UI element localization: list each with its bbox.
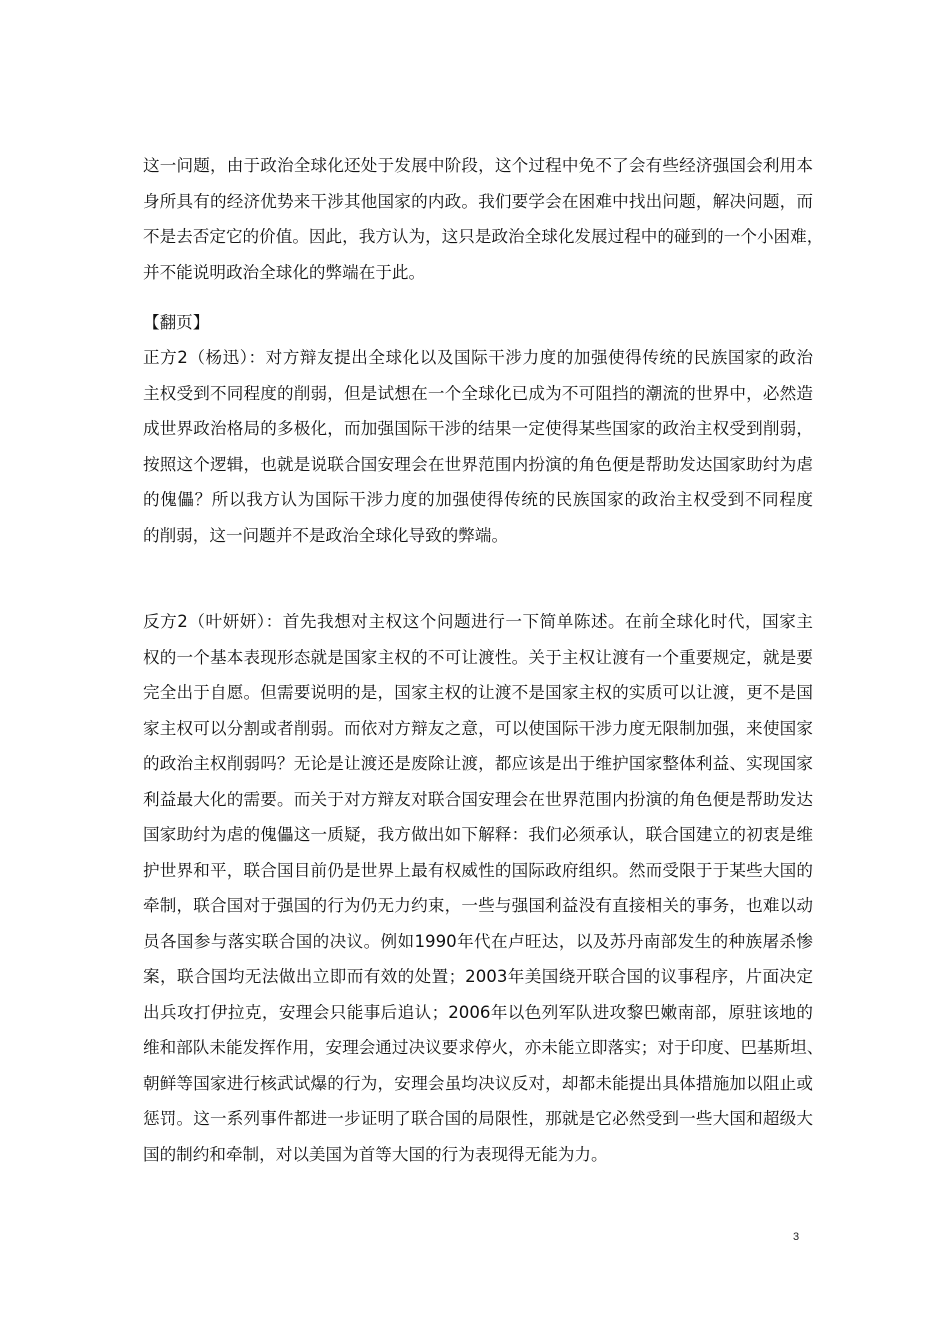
page-turn-label: 【翻页】 — [143, 313, 210, 332]
text-line: 这一问题，由于政治全球化还处于发展中阶段，这个过程中免不了会有些经济强国会利用本 — [143, 156, 813, 175]
paragraph-affirmative-2 — [143, 340, 813, 553]
text-line: 完全出于自愿。但需要说明的是，国家主权的让渡不是国家主权的实质可以让渡，更不是国 — [143, 683, 813, 702]
text-line: 并不能说明政治全球化的弊端在于此。 — [143, 262, 426, 282]
text-line: 正方2（杨迅）：对方辩友提出全球化以及国际干涉力度的加强使得传统的民族国家的政治 — [143, 348, 813, 367]
page-number: 3 — [793, 1231, 800, 1243]
text-line: 权的一个基本表现形态就是国家主权的不可让渡性。关于主权让渡有一个重要规定，就是要 — [143, 647, 813, 667]
text-line: 朝鲜等国家进行核武试爆的行为，安理会虽均决议反对，却都未能提出具体措施加以阻止或 — [143, 1073, 813, 1093]
text-line: 员各国参与落实联合国的决议。例如1990年代在卢旺达，以及苏丹南部发生的种族屠杀惨 — [143, 931, 813, 951]
text-line: 的傀儡？所以我方认为国际干涉力度的加强使得传统的民族国家的政治主权受到不同程度 — [143, 490, 813, 509]
text-line: 身所具有的经济优势来干涉其他国家的内政。我们要学会在困难中找出问题，解决问题，而 — [143, 191, 813, 211]
text-line: 惩罚。这一系列事件都进一步证明了联合国的局限性，那就是它必然受到一些大国和超级大 — [143, 1109, 813, 1128]
text-line: 主权受到不同程度的削弱，但是试想在一个全球化已成为不可阻挡的潮流的世界中，必然造 — [143, 383, 813, 403]
paragraph-conclusion — [143, 148, 824, 290]
text-line: 按照这个逻辑，也就是说联合国安理会在世界范围内扮演的角色便是帮助发达国家助纣为虐 — [143, 454, 813, 474]
text-line: 不是去否定它的价值。因此，我方认为，这只是政治全球化发展过程中的碰到的一个小困难， — [143, 227, 824, 246]
text-line: 国家助纣为虐的傀儡这一质疑，我方做出如下解释：我们必须承认，联合国建立的初衷是维 — [143, 825, 813, 844]
text-line: 的削弱，这一问题并不是政治全球化导致的弊端。 — [143, 525, 509, 545]
text-line: 维和部队未能发挥作用，安理会通过决议要求停火，亦未能立即落实；对于印度、巴基斯坦、 — [143, 1038, 824, 1057]
text-line: 国的制约和牵制，对以美国为首等大国的行为表现得无能为力。 — [143, 1144, 608, 1164]
paragraph-negative-2 — [143, 604, 824, 1172]
page-turn-marker — [143, 305, 813, 341]
text-line: 利益最大化的需要。而关于对方辩友对联合国安理会在世界范围内扮演的角色便是帮助发达 — [143, 789, 813, 809]
text-line: 家主权可以分割或者削弱。而依对方辩友之意，可以使国际干涉力度无限制加强，来使国家 — [143, 718, 813, 738]
text-line: 出兵攻打伊拉克，安理会只能事后追认；2006年以色列军队进攻黎巴嫩南部，原驻该地的 — [143, 1002, 813, 1022]
text-line: 成世界政治格局的多极化，而加强国际干涉的结果一定使得某些国家的政治主权受到削弱， — [143, 419, 813, 438]
text-line: 反方2（叶妍妍）：首先我想对主权这个问题进行一下简单陈述。在前全球化时代，国家主 — [143, 612, 813, 631]
text-line: 护世界和平，联合国目前仍是世界上最有权威性的国际政府组织。然而受限于于某些大国的 — [143, 860, 813, 880]
text-line: 的政治主权削弱吗？无论是让渡还是废除让渡，都应该是出于维护国家整体利益、实现国家 — [143, 754, 813, 773]
text-line: 牵制，联合国对于强国的行为仍无力约束，一些与强国利益没有直接相关的事务，也难以动 — [143, 896, 813, 915]
text-line: 案，联合国均无法做出立即而有效的处置；2003年美国绕开联合国的议事程序，片面决定 — [143, 967, 813, 986]
